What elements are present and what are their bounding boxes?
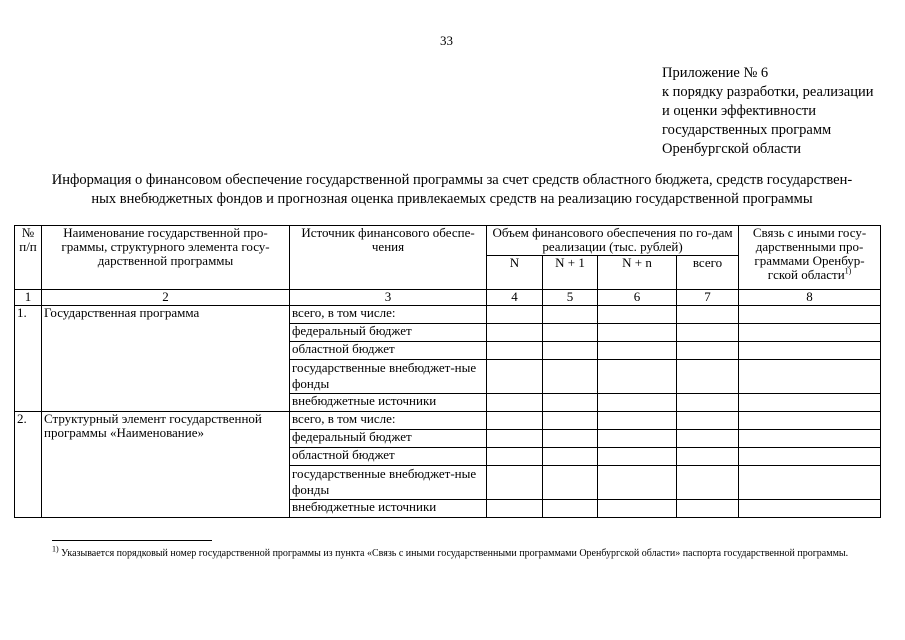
value-cell: [739, 412, 881, 430]
year-n: N: [487, 256, 543, 290]
value-cell: [677, 394, 739, 412]
value-cell: [543, 306, 598, 324]
value-cell: [677, 500, 739, 518]
source-cell: внебюджетные источники: [290, 500, 487, 518]
value-cell: [487, 430, 543, 448]
source-cell: федеральный бюджет: [290, 324, 487, 342]
value-cell: [739, 394, 881, 412]
value-cell: [487, 394, 543, 412]
value-cell: [677, 324, 739, 342]
source-cell: внебюджетные источники: [290, 394, 487, 412]
column-number: 6: [598, 290, 677, 306]
footnote-divider: [52, 540, 212, 541]
value-cell: [677, 360, 739, 394]
source-cell: государственные внебюджет-ные фонды: [290, 360, 487, 394]
value-cell: [598, 324, 677, 342]
value-cell: [598, 466, 677, 500]
source-cell: государственные внебюджет-ные фонды: [290, 466, 487, 500]
value-cell: [598, 360, 677, 394]
value-cell: [739, 342, 881, 360]
footnote-marker: 1): [52, 544, 59, 554]
value-cell: [739, 306, 881, 324]
source-cell: областной бюджет: [290, 342, 487, 360]
appendix-line: Приложение № 6: [662, 65, 769, 81]
value-cell: [487, 466, 543, 500]
source-cell: всего, в том числе:: [290, 412, 487, 430]
header-volume: Объем финансового обеспечения по го-дам реализации (тыс. рублей): [487, 226, 739, 256]
value-cell: [543, 466, 598, 500]
value-cell: [487, 500, 543, 518]
value-cell: [487, 342, 543, 360]
source-cell: областной бюджет: [290, 448, 487, 466]
value-cell: [677, 342, 739, 360]
header-link-text: Связь с иными госу-дарственными про-граммами Оренбур-гской области: [752, 225, 867, 282]
appendix-line: и оценки эффективности: [662, 103, 816, 119]
column-number: 7: [677, 290, 739, 306]
document-title: [14, 171, 890, 209]
column-number: 4: [487, 290, 543, 306]
row-name: Государственная программа: [42, 306, 290, 412]
column-number: 1: [15, 290, 42, 306]
header-source: Источник финансового обеспе-чения: [290, 226, 487, 290]
value-cell: [543, 448, 598, 466]
value-cell: [598, 342, 677, 360]
year-n-plus-1: N + 1: [543, 256, 598, 290]
financing-table: [14, 225, 881, 518]
value-cell: [543, 430, 598, 448]
column-number: 2: [42, 290, 290, 306]
value-cell: [598, 430, 677, 448]
footnote-text: Указывается порядковый номер государственной программы из пункта «Связь с иными государственными программами Оренбургской области» паспорта государственной программы.: [58, 548, 849, 559]
header-name: Наименование государственной про-граммы, структурного элемента госу-дарственной программы: [42, 226, 290, 290]
value-cell: [677, 466, 739, 500]
header-num-line: №: [21, 225, 35, 240]
value-cell: [677, 306, 739, 324]
header-num: [15, 226, 42, 290]
footnote-marker: 1): [844, 266, 852, 276]
row-number: 2.: [15, 412, 42, 518]
page-number: 33: [440, 33, 453, 48]
value-cell: [598, 448, 677, 466]
footnote: [52, 544, 888, 560]
appendix-line: государственных программ: [662, 122, 832, 138]
value-cell: [543, 324, 598, 342]
source-cell: федеральный бюджет: [290, 430, 487, 448]
table-row: [15, 306, 881, 324]
value-cell: [739, 466, 881, 500]
value-cell: [677, 448, 739, 466]
value-cell: [543, 342, 598, 360]
column-number: 8: [739, 290, 881, 306]
value-cell: [543, 394, 598, 412]
value-cell: [598, 500, 677, 518]
value-cell: [487, 448, 543, 466]
value-cell: [598, 394, 677, 412]
value-cell: [739, 500, 881, 518]
value-cell: [487, 324, 543, 342]
column-number: 3: [290, 290, 487, 306]
appendix-heading: [662, 64, 873, 159]
header-num-line: п/п: [19, 239, 37, 254]
value-cell: [739, 324, 881, 342]
value-cell: [543, 500, 598, 518]
value-cell: [487, 360, 543, 394]
source-cell: всего, в том числе:: [290, 306, 487, 324]
row-number: 1.: [15, 306, 42, 412]
column-number: 5: [543, 290, 598, 306]
year-n-plus-n: N + n: [598, 256, 677, 290]
row-name: Структурный элемент государственной программы «Наименование»: [42, 412, 290, 518]
value-cell: [739, 448, 881, 466]
header-link: [739, 226, 881, 290]
year-total: всего: [677, 256, 739, 290]
value-cell: [487, 412, 543, 430]
value-cell: [543, 412, 598, 430]
appendix-line: к порядку разработки, реализации: [662, 84, 874, 100]
value-cell: [739, 360, 881, 394]
table-row: [15, 412, 881, 430]
title-line: Информация о финансовом обеспечение государственной программы за счет средств областного бюджета, средств государствен-: [51, 172, 853, 188]
appendix-line: Оренбургской области: [662, 141, 802, 157]
value-cell: [543, 360, 598, 394]
value-cell: [598, 306, 677, 324]
value-cell: [677, 430, 739, 448]
title-line: ных внебюджетных фондов и прогнозная оценка привлекаемых средств на реализацию государственной программы: [91, 191, 813, 207]
value-cell: [487, 306, 543, 324]
value-cell: [739, 430, 881, 448]
value-cell: [598, 412, 677, 430]
value-cell: [677, 412, 739, 430]
